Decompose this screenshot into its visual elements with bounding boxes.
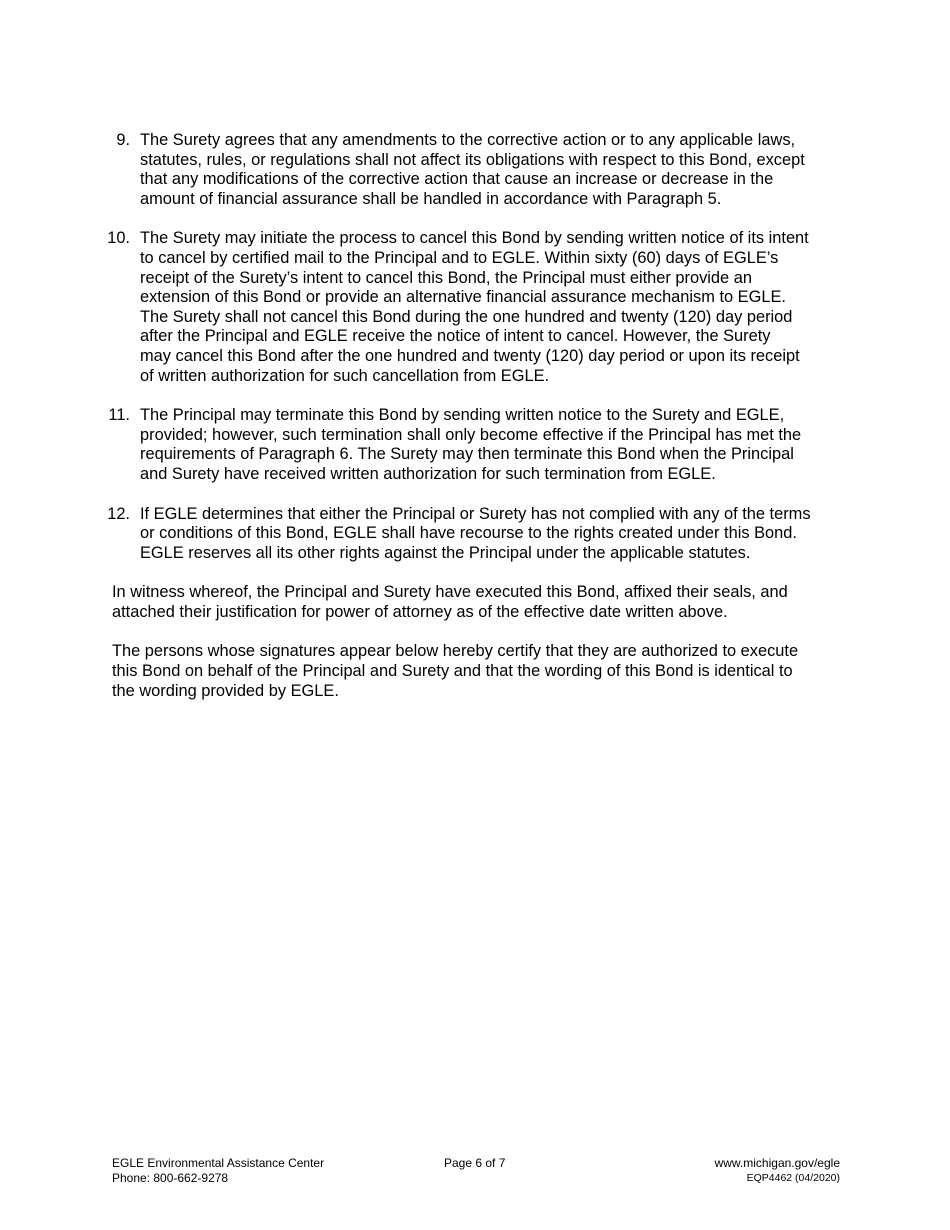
paragraph-line: The persons whose signatures appear below hereby certify that they are authorized to execute <box>112 642 799 661</box>
witness-paragraph <box>112 583 840 622</box>
paragraph-line: or conditions of this Bond, EGLE shall have recourse to the rights created under this Bond. <box>140 524 797 543</box>
paragraph-line: attached their justification for power of attorney as of the effective date written above. <box>112 602 728 621</box>
paragraph-line: If EGLE determines that either the Principal or Surety has not complied with any of the terms <box>140 504 811 523</box>
paragraph-line: amount of financial assurance shall be handled in accordance with Paragraph 5. <box>140 189 722 208</box>
footer-website-link[interactable]: www.michigan.gov/egle <box>714 1156 840 1170</box>
paragraph-line: this Bond on behalf of the Principal and Surety and that the wording of this Bond is identical to <box>112 662 793 681</box>
certification-paragraph <box>112 642 840 701</box>
paragraph-line: The Surety shall not cancel this Bond during the one hundred and twenty (120) day period <box>140 307 793 326</box>
numbered-paragraph-12 <box>0 505 840 564</box>
footer-contact <box>112 1156 324 1185</box>
paragraph-line: extension of this Bond or provide an alternative financial assurance mechanism to EGLE. <box>140 288 786 307</box>
footer-reference <box>715 1156 840 1185</box>
paragraph-line: The Principal may terminate this Bond by sending written notice to the Surety and EGLE, <box>140 406 785 425</box>
paragraph-line: provided; however, such termination shall only become effective if the Principal has met the <box>140 425 802 444</box>
paragraph-line: after the Principal and EGLE receive the notice of intent to cancel. However, the Surety <box>140 327 771 346</box>
paragraph-line: the wording provided by EGLE. <box>112 681 339 700</box>
paragraph-number: 10. <box>107 229 130 248</box>
numbered-paragraph-11 <box>0 406 840 484</box>
numbered-paragraph-9 <box>0 131 840 209</box>
paragraph-line: receipt of the Surety’s intent to cancel this Bond, the Principal must either provide an <box>140 268 752 287</box>
paragraph-line: to cancel by certified mail to the Principal and to EGLE. Within sixty (60) days of EGLE’s <box>140 248 779 267</box>
footer-phone: Phone: 800-662-9278 <box>112 1170 229 1185</box>
footer-form-number: EQP4462 (04/2020) <box>746 1171 840 1184</box>
paragraph-number: 11. <box>108 406 130 425</box>
paragraph-line: of written authorization for such cancellation from EGLE. <box>140 366 550 385</box>
paragraph-line: In witness whereof, the Principal and Surety have executed this Bond, affixed their seals, and <box>112 583 788 602</box>
document-body <box>0 131 950 721</box>
page-footer <box>112 1156 840 1188</box>
paragraph-line: The Surety may initiate the process to cancel this Bond by sending written notice of its intent <box>140 229 809 248</box>
footer-page-number: Page 6 of 7 <box>444 1156 506 1170</box>
paragraph-number: 9. <box>116 131 130 149</box>
paragraph-line: EGLE reserves all its other rights against the Principal under the applicable statutes. <box>140 543 751 562</box>
numbered-paragraph-10 <box>0 229 840 386</box>
paragraph-line: may cancel this Bond after the one hundred and twenty (120) day period or upon its receipt <box>140 346 800 365</box>
footer-org-name: EGLE Environmental Assistance Center <box>112 1156 325 1170</box>
paragraph-line: The Surety agrees that any amendments to the corrective action or to any applicable laws, <box>140 131 796 149</box>
paragraph-line: statutes, rules, or regulations shall not affect its obligations with respect to this Bond, except <box>140 150 805 169</box>
paragraph-line: and Surety have received written authorization for such termination from EGLE. <box>140 464 716 483</box>
paragraph-number: 12. <box>107 504 130 523</box>
paragraph-line: requirements of Paragraph 6. The Surety may then terminate this Bond when the Principal <box>140 445 794 464</box>
paragraph-line: that any modifications of the corrective action that cause an increase or decrease in the <box>140 170 774 189</box>
